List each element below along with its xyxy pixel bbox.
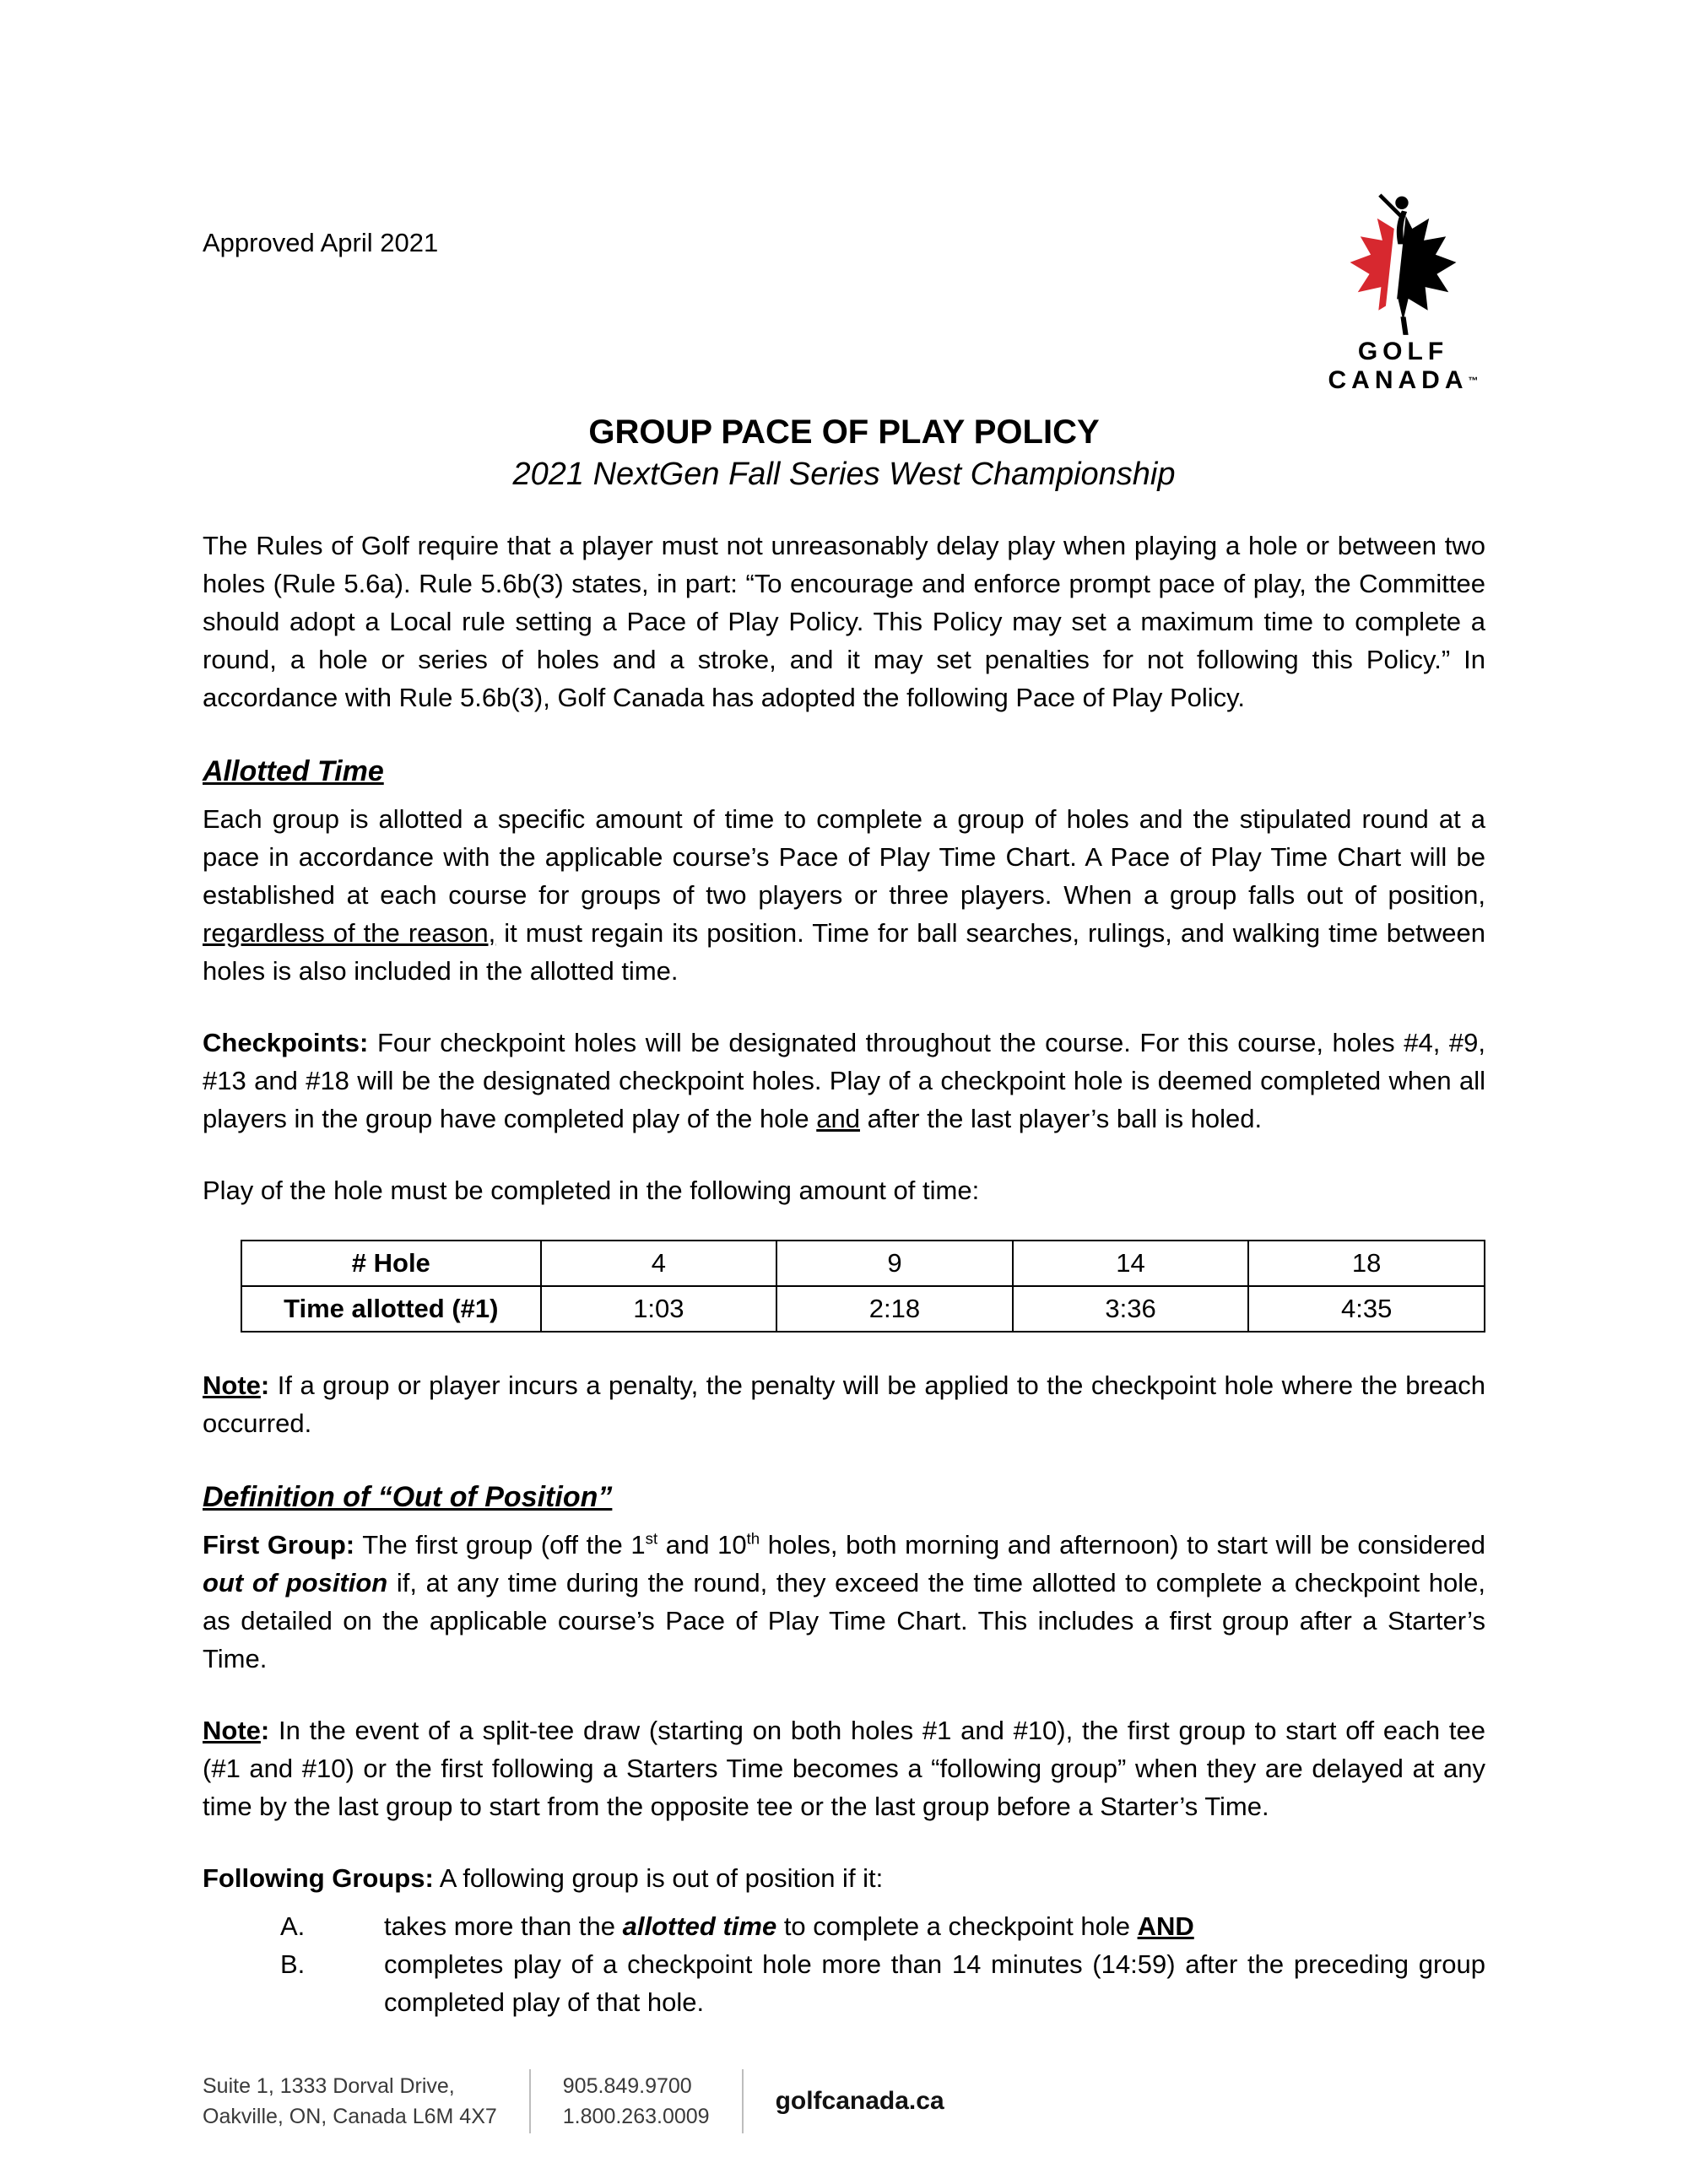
allotted-time-paragraph: Each group is allotted a specific amount of time to complete a group of holes and the stipulated round at a pace in accordance with the applicable course’s Pace of Play Time Chart. A Pace of Play Time Chart will be established at each course for groups of two players or three players. When a group falls out of position, regardless of the reason, it must regain its position. Time for ball searches, rulings, and walking time between holes is also included in the allotted time. bbox=[203, 804, 1485, 986]
table-cell-hole-14: 14 bbox=[1013, 1241, 1249, 1286]
list-item-text: completes play of a checkpoint hole more than 14 minutes (14:59) after the preceding group completed play of that hole. bbox=[384, 1949, 1485, 2017]
footer-divider bbox=[742, 2069, 744, 2133]
first-group-paragraph: First Group: The first group (off the 1st and 10th holes, both morning and afternoon) to start will be considered out of position if, at any time during the round, they exceed the time allotted to complete a checkpoint hole, as detailed on the applicable course’s Pace of Play Time Chart. This includes a first group after a Starter’s Time. bbox=[203, 1529, 1485, 1673]
table-row-times bbox=[241, 1286, 1485, 1332]
table-cell-hole-4: 4 bbox=[541, 1241, 777, 1286]
logo-word-golf: GOLF bbox=[1357, 338, 1449, 365]
footer-phone-1: 905.849.9700 bbox=[562, 2074, 692, 2098]
footer-address bbox=[203, 2071, 497, 2132]
section-heading-out-of-position: Definition of “Out of Position” bbox=[203, 1481, 613, 1513]
checkpoints-paragraph: Checkpoints: Four checkpoint holes will be designated throughout the course. For this course, holes #4, #9, #13 and #18 will be the designated checkpoint holes. Play of a checkpoint hole is deemed completed when all players in the group have completed play of the hole and after the last player’s ball is holed. bbox=[203, 1028, 1485, 1133]
section-heading-allotted-time: Allotted Time bbox=[203, 755, 384, 787]
list-item-b bbox=[203, 1945, 1485, 2021]
intro-paragraph: The Rules of Golf require that a player must not unreasonably delay play when playing a hole or between two holes (Rule 5.6a). Rule 5.6b(3) states, in part: “To encourage and enforce prompt pace of play, the Committee should adopt a Local rule setting a Pace of Play Policy. This Policy may set a maximum time to complete a round, a hole or series of holes and a stroke, and it may set penalties for not following this Policy.” In accordance with Rule 5.6b(3), Golf Canada has adopted the following Pace of Play Policy. bbox=[203, 531, 1485, 712]
page-header bbox=[203, 192, 1485, 395]
table-header-row bbox=[241, 1241, 1485, 1286]
table-cell-time-label: Time allotted (#1) bbox=[241, 1286, 541, 1332]
note-split-tee-paragraph: Note: In the event of a split-tee draw (starting on both holes #1 and #10), the first group to start off each tee (#1 and #10) or the first following a Starters Time becomes a “following group” when they are delayed at any time by the last group to start from the opposite tee or the last group before a Starter’s Time. bbox=[203, 1716, 1485, 1821]
table-cell-hole-18: 18 bbox=[1248, 1241, 1485, 1286]
following-groups-paragraph: Following Groups: A following group is out of position if it: bbox=[203, 1863, 884, 1893]
page-title: GROUP PACE OF PLAY POLICY bbox=[588, 414, 1100, 451]
table-cell-time-14: 3:36 bbox=[1013, 1286, 1249, 1332]
golf-canada-logo bbox=[1312, 192, 1494, 395]
footer-address-line2: Oakville, ON, Canada L6M 4X7 bbox=[203, 2105, 497, 2128]
logo-word-canada: CANADA bbox=[1328, 366, 1469, 394]
note-penalty-paragraph: Note: If a group or player incurs a penalty, the penalty will be applied to the checkpoint hole where the breach occurred. bbox=[203, 1370, 1485, 1438]
footer-website: golfcanada.ca bbox=[775, 2087, 944, 2115]
table-cell-hole-label: # Hole bbox=[241, 1241, 541, 1286]
maple-leaf-stem bbox=[1400, 316, 1408, 335]
list-item-label: A. bbox=[280, 1911, 306, 1941]
page-subtitle: 2021 NextGen Fall Series West Championship bbox=[512, 457, 1176, 492]
page-footer bbox=[203, 2069, 944, 2133]
footer-address-line1: Suite 1, 1333 Dorval Drive, bbox=[203, 2074, 455, 2098]
logo-word-canada-row bbox=[1312, 366, 1494, 395]
table-cell-time-18: 4:35 bbox=[1248, 1286, 1485, 1332]
time-allotted-table bbox=[241, 1240, 1485, 1333]
table-cell-time-4: 1:03 bbox=[541, 1286, 777, 1332]
footer-divider bbox=[529, 2069, 531, 2133]
table-cell-time-9: 2:18 bbox=[776, 1286, 1013, 1332]
footer-phone-2: 1.800.263.0009 bbox=[562, 2105, 710, 2128]
approved-date: Approved April 2021 bbox=[203, 228, 439, 257]
list-item-a bbox=[203, 1907, 1485, 1945]
trademark-symbol: ™ bbox=[1468, 375, 1479, 387]
table-intro-text: Play of the hole must be completed in the following amount of time: bbox=[203, 1176, 980, 1205]
list-item-text: takes more than the allotted time to complete a checkpoint hole AND bbox=[384, 1911, 1194, 1941]
maple-leaf-golfer-icon bbox=[1325, 192, 1481, 338]
footer-phones bbox=[563, 2071, 710, 2132]
list-item-label: B. bbox=[280, 1949, 306, 1979]
out-of-position-list bbox=[203, 1907, 1485, 2021]
table-cell-hole-9: 9 bbox=[776, 1241, 1013, 1286]
